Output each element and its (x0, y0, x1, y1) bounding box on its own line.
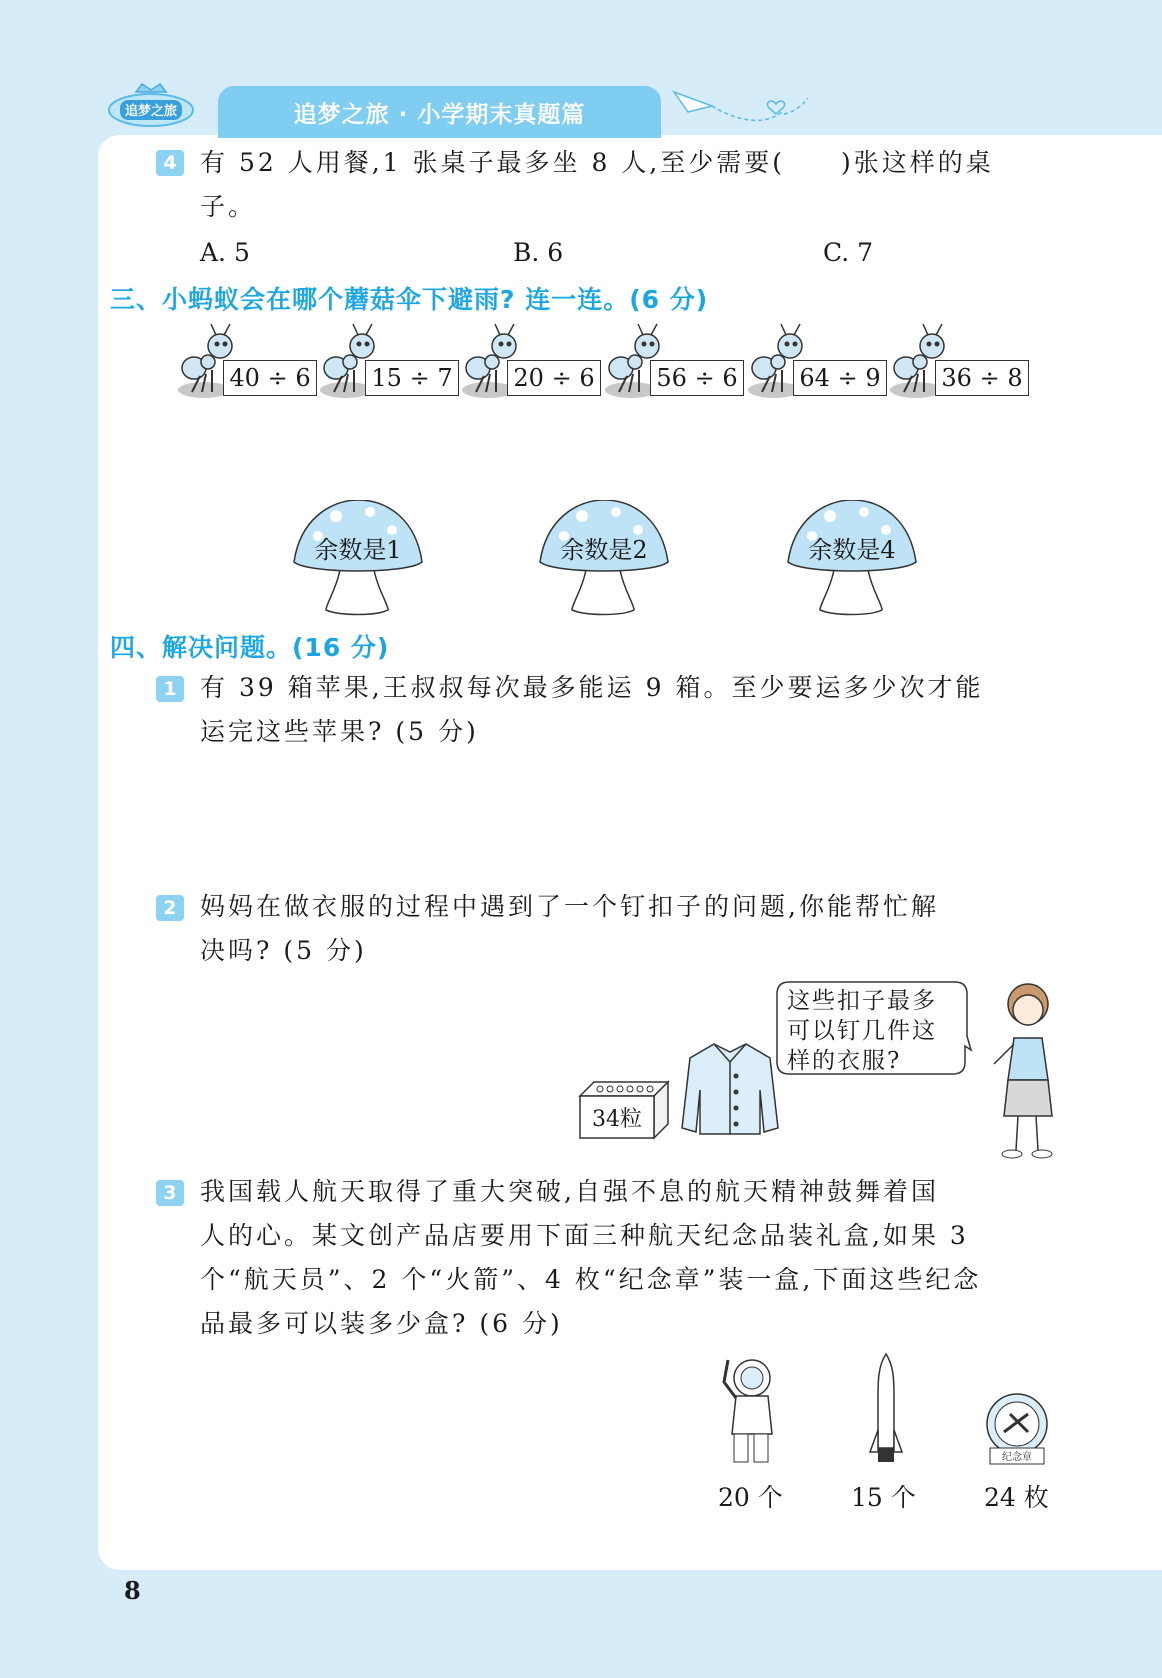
mushroom-target[interactable] (784, 500, 920, 618)
rocket-icon (868, 1352, 904, 1468)
option-b[interactable]: B. 6 (513, 238, 564, 267)
division-expression: 36 ÷ 8 (935, 360, 1029, 396)
problem-2-line1: 妈妈在做衣服的过程中遇到了一个钉扣子的问题,你能帮忙解 (200, 892, 939, 921)
problem-3-line3: 个“航天员”、2 个“火箭”、4 枚“纪念章”装一盒,下面这些纪念 (200, 1265, 982, 1294)
badge-icon (984, 1392, 1050, 1468)
mushroom-target[interactable] (290, 500, 426, 618)
option-c[interactable]: C. 7 (823, 238, 874, 267)
problem-3-line4: 品最多可以装多少盒? (6 分) (200, 1309, 563, 1338)
problem-2-line2: 决吗? (5 分) (200, 936, 367, 965)
question-4-line2: 子。 (200, 192, 257, 221)
problem-1-line1: 有 39 箱苹果,王叔叔每次最多能运 9 箱。至少要运多少次才能 (200, 673, 984, 702)
remainder-label: 余数是4 (808, 536, 896, 564)
speech-bubble (775, 980, 973, 1078)
page-number: 8 (124, 1576, 141, 1605)
division-expression: 64 ÷ 9 (793, 360, 887, 396)
brand-logo (106, 78, 196, 130)
ant-card[interactable] (178, 322, 318, 398)
remainder-label: 余数是2 (560, 536, 648, 564)
remainder-label: 余数是1 (314, 536, 402, 564)
ant-card[interactable] (605, 322, 745, 398)
astronaut-icon (718, 1352, 782, 1468)
button-box-icon (578, 1080, 670, 1140)
division-expression: 56 ÷ 6 (650, 360, 744, 396)
mushroom-target[interactable] (536, 500, 672, 618)
question-4-number: 4 (156, 150, 184, 176)
bubble-line: 这些扣子最多 (787, 988, 937, 1014)
astronaut-count: 20 个 (718, 1483, 783, 1512)
bubble-line: 可以钉几件这 (787, 1018, 937, 1044)
paper-plane-icon (672, 84, 812, 134)
shirt-icon (680, 1040, 780, 1136)
section-4-title: 四、解决问题。(16 分) (110, 633, 390, 662)
bubble-line: 样的衣服? (787, 1048, 902, 1074)
ant-card[interactable] (748, 322, 888, 398)
mother-figure-icon (990, 980, 1060, 1162)
question-4-line1: 有 52 人用餐,1 张桌子最多坐 8 人,至少需要( )张这样的桌 (200, 148, 994, 177)
problem-1-number: 1 (156, 676, 184, 702)
badge-label: 纪念章 (1002, 1452, 1032, 1463)
problem-2-number: 2 (156, 895, 184, 921)
rocket-count: 15 个 (851, 1483, 916, 1512)
badge-count: 24 枚 (984, 1483, 1049, 1512)
problem-3-number: 3 (156, 1180, 184, 1206)
problem-3-line1: 我国载人航天取得了重大突破,自强不息的航天精神鼓舞着国 (200, 1177, 939, 1206)
ant-card[interactable] (462, 322, 602, 398)
brand-logo-text: 追梦之旅 (124, 104, 178, 119)
ant-card[interactable] (890, 322, 1030, 398)
option-a[interactable]: A. 5 (200, 238, 250, 267)
header-title: 追梦之旅 · 小学期末真题篇 (218, 86, 661, 138)
box-label: 34粒 (592, 1107, 642, 1132)
division-expression: 20 ÷ 6 (507, 360, 601, 396)
problem-3-line2: 人的心。某文创产品店要用下面三种航天纪念品装礼盒,如果 3 (200, 1221, 969, 1250)
problem-1-line2: 运完这些苹果? (5 分) (200, 717, 479, 746)
section-3-title: 三、小蚂蚁会在哪个蘑菇伞下避雨? 连一连。(6 分) (110, 285, 709, 314)
division-expression: 40 ÷ 6 (223, 360, 317, 396)
division-expression: 15 ÷ 7 (365, 360, 459, 396)
ant-card[interactable] (320, 322, 460, 398)
